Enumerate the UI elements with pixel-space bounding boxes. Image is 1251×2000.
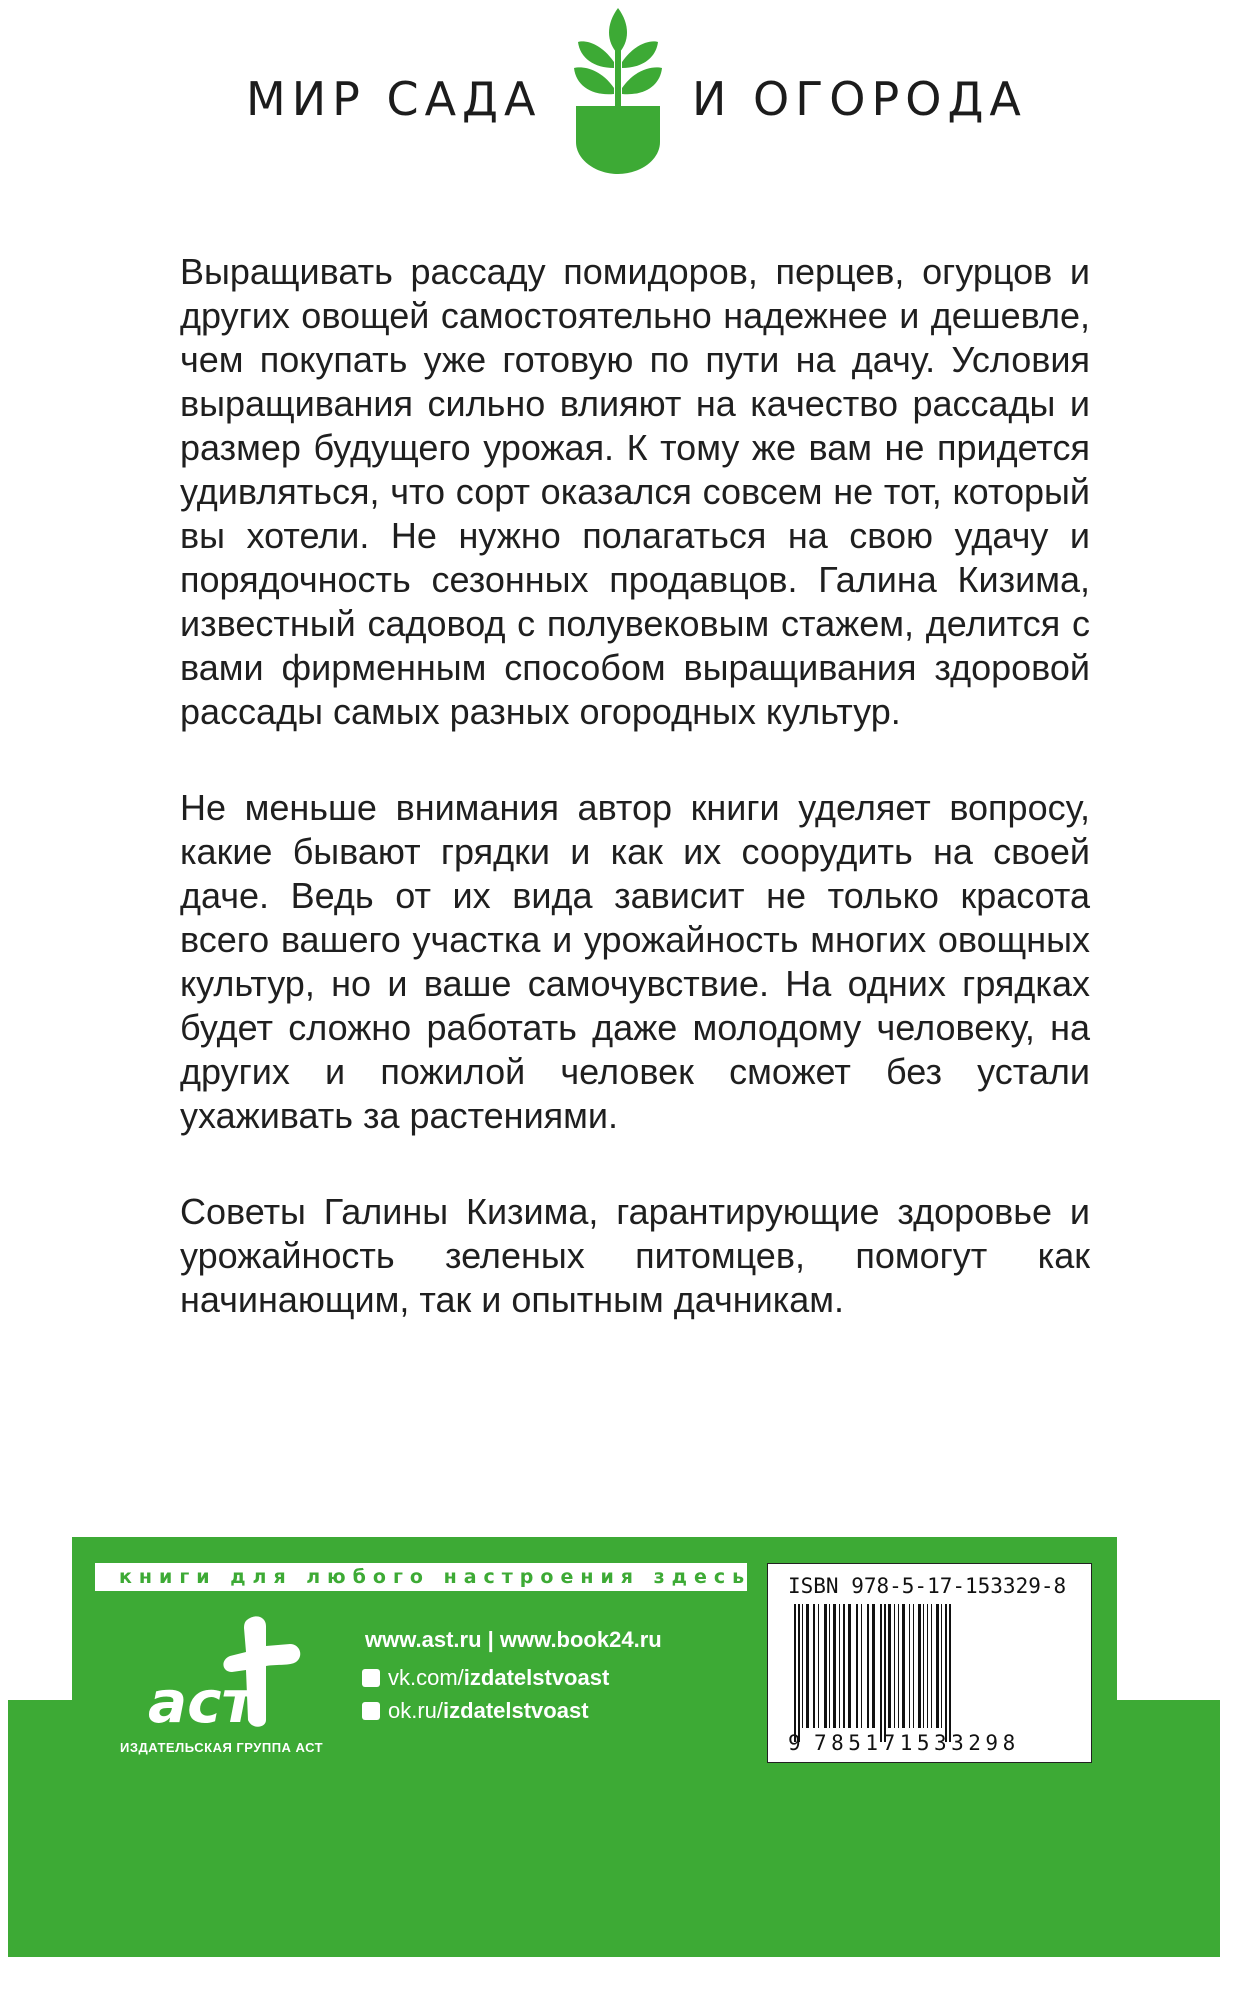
ast-logo-icon bbox=[140, 1610, 310, 1740]
barcode-bar bbox=[927, 1604, 928, 1728]
blurb-text bbox=[180, 250, 1090, 1374]
footer-wing-left bbox=[8, 1700, 72, 1957]
vk-prefix: vk.com/ bbox=[388, 1665, 464, 1690]
barcode-bar bbox=[856, 1604, 858, 1728]
barcode-bar bbox=[894, 1604, 895, 1728]
isbn-label: ISBN 978-5-17-153329-8 bbox=[788, 1574, 1067, 1598]
barcode-bar bbox=[898, 1604, 899, 1728]
ean-digits: 785171533298 bbox=[814, 1731, 1020, 1755]
barcode-bar bbox=[918, 1604, 921, 1728]
vk-handle: izdatelstvoast bbox=[463, 1665, 610, 1690]
blurb-paragraph: Не меньше внимания автор книги уделяет вопросу, какие бывают грядки и как их соорудить на своей даче. Ведь от их вида зависит не только красота всего вашего участка и урожайность многих овощных культур, но и ваше самочувствие. На одних грядках будет сложно работать даже молодому человеку, на других и пожилой человек сможет без устали ухаживать за растениями. bbox=[180, 787, 1090, 1136]
footer-wing-right bbox=[1117, 1700, 1220, 1957]
barcode-bar bbox=[923, 1604, 924, 1728]
isbn-block bbox=[767, 1563, 1092, 1763]
ok-handle: izdatelstvoast bbox=[443, 1698, 589, 1723]
barcode-bar bbox=[949, 1604, 951, 1742]
barcode-bar bbox=[813, 1604, 815, 1728]
barcode-bar bbox=[902, 1604, 905, 1728]
barcode-bar bbox=[802, 1604, 803, 1728]
barcode-bar bbox=[794, 1604, 796, 1742]
barcode-bar bbox=[839, 1604, 840, 1728]
barcode-bar bbox=[884, 1604, 886, 1742]
barcode-bar bbox=[843, 1604, 845, 1728]
blurb-paragraph: Выращивать рассаду помидоров, перцев, огурцов и других овощей самостоятельно надежнее и дешевле, чем покупать уже готовую по пути на дачу. Условия выращивания сильно влияют на качество рассады и размер будущего урожая. К тому же вам не придется удивляться, что сорт оказался совсем не тот, который вы хотели. Не нужно полагаться на свою удачу и порядочность сезонных продавцов. Галина Кизима, известный садовод с полувековым стажем, делится с вами фирменным способом выращивания здоровой рассады самых разных огородных культур. bbox=[180, 251, 1090, 732]
barcode-bar bbox=[818, 1604, 819, 1728]
barcode-bar bbox=[833, 1604, 836, 1728]
slogan-bar: книги для любого настроения здесь bbox=[95, 1563, 747, 1591]
vk-icon bbox=[362, 1669, 380, 1687]
barcode-bar bbox=[848, 1604, 851, 1728]
barcode-bar bbox=[888, 1604, 891, 1728]
barcode-bar bbox=[913, 1604, 914, 1728]
barcode-bar bbox=[824, 1604, 827, 1728]
barcode-bar bbox=[941, 1604, 942, 1728]
series-title-left: МИР САДА bbox=[246, 72, 542, 126]
publisher-name: ИЗДАТЕЛЬСКАЯ ГРУППА АСТ bbox=[120, 1740, 324, 1755]
series-header bbox=[0, 0, 1251, 200]
ast-logo-text: аст bbox=[148, 1668, 256, 1736]
barcode-bar bbox=[909, 1604, 910, 1728]
ok-prefix: ok.ru/ bbox=[388, 1698, 444, 1723]
barcode-bar bbox=[872, 1604, 875, 1728]
vk-link[interactable] bbox=[362, 1665, 609, 1691]
blurb-paragraph: Советы Галины Кизима, гарантирующие здоровье и урожайность зеленых питомцев, помогут как начинающим, так и опытным дачникам. bbox=[180, 1191, 1090, 1320]
series-title-right: И ОГОРОДА bbox=[692, 72, 1027, 126]
barcode-bar bbox=[931, 1604, 932, 1728]
barcode-bar bbox=[829, 1604, 830, 1728]
ean-lead-digit: 9 bbox=[788, 1731, 801, 1755]
barcode-bar bbox=[936, 1604, 939, 1728]
barcode-bar bbox=[861, 1604, 862, 1728]
barcode-bar bbox=[945, 1604, 947, 1742]
barcode-bar bbox=[880, 1604, 882, 1742]
sprout-logo-icon bbox=[570, 2, 666, 176]
barcode bbox=[790, 1604, 1070, 1742]
barcode-bar bbox=[806, 1604, 809, 1728]
barcode-bar bbox=[798, 1604, 800, 1742]
odnoklassniki-icon bbox=[362, 1702, 380, 1720]
barcode-bar bbox=[867, 1604, 869, 1728]
web-links[interactable]: www.ast.ru | www.book24.ru bbox=[365, 1627, 662, 1652]
ok-link[interactable] bbox=[362, 1698, 589, 1724]
